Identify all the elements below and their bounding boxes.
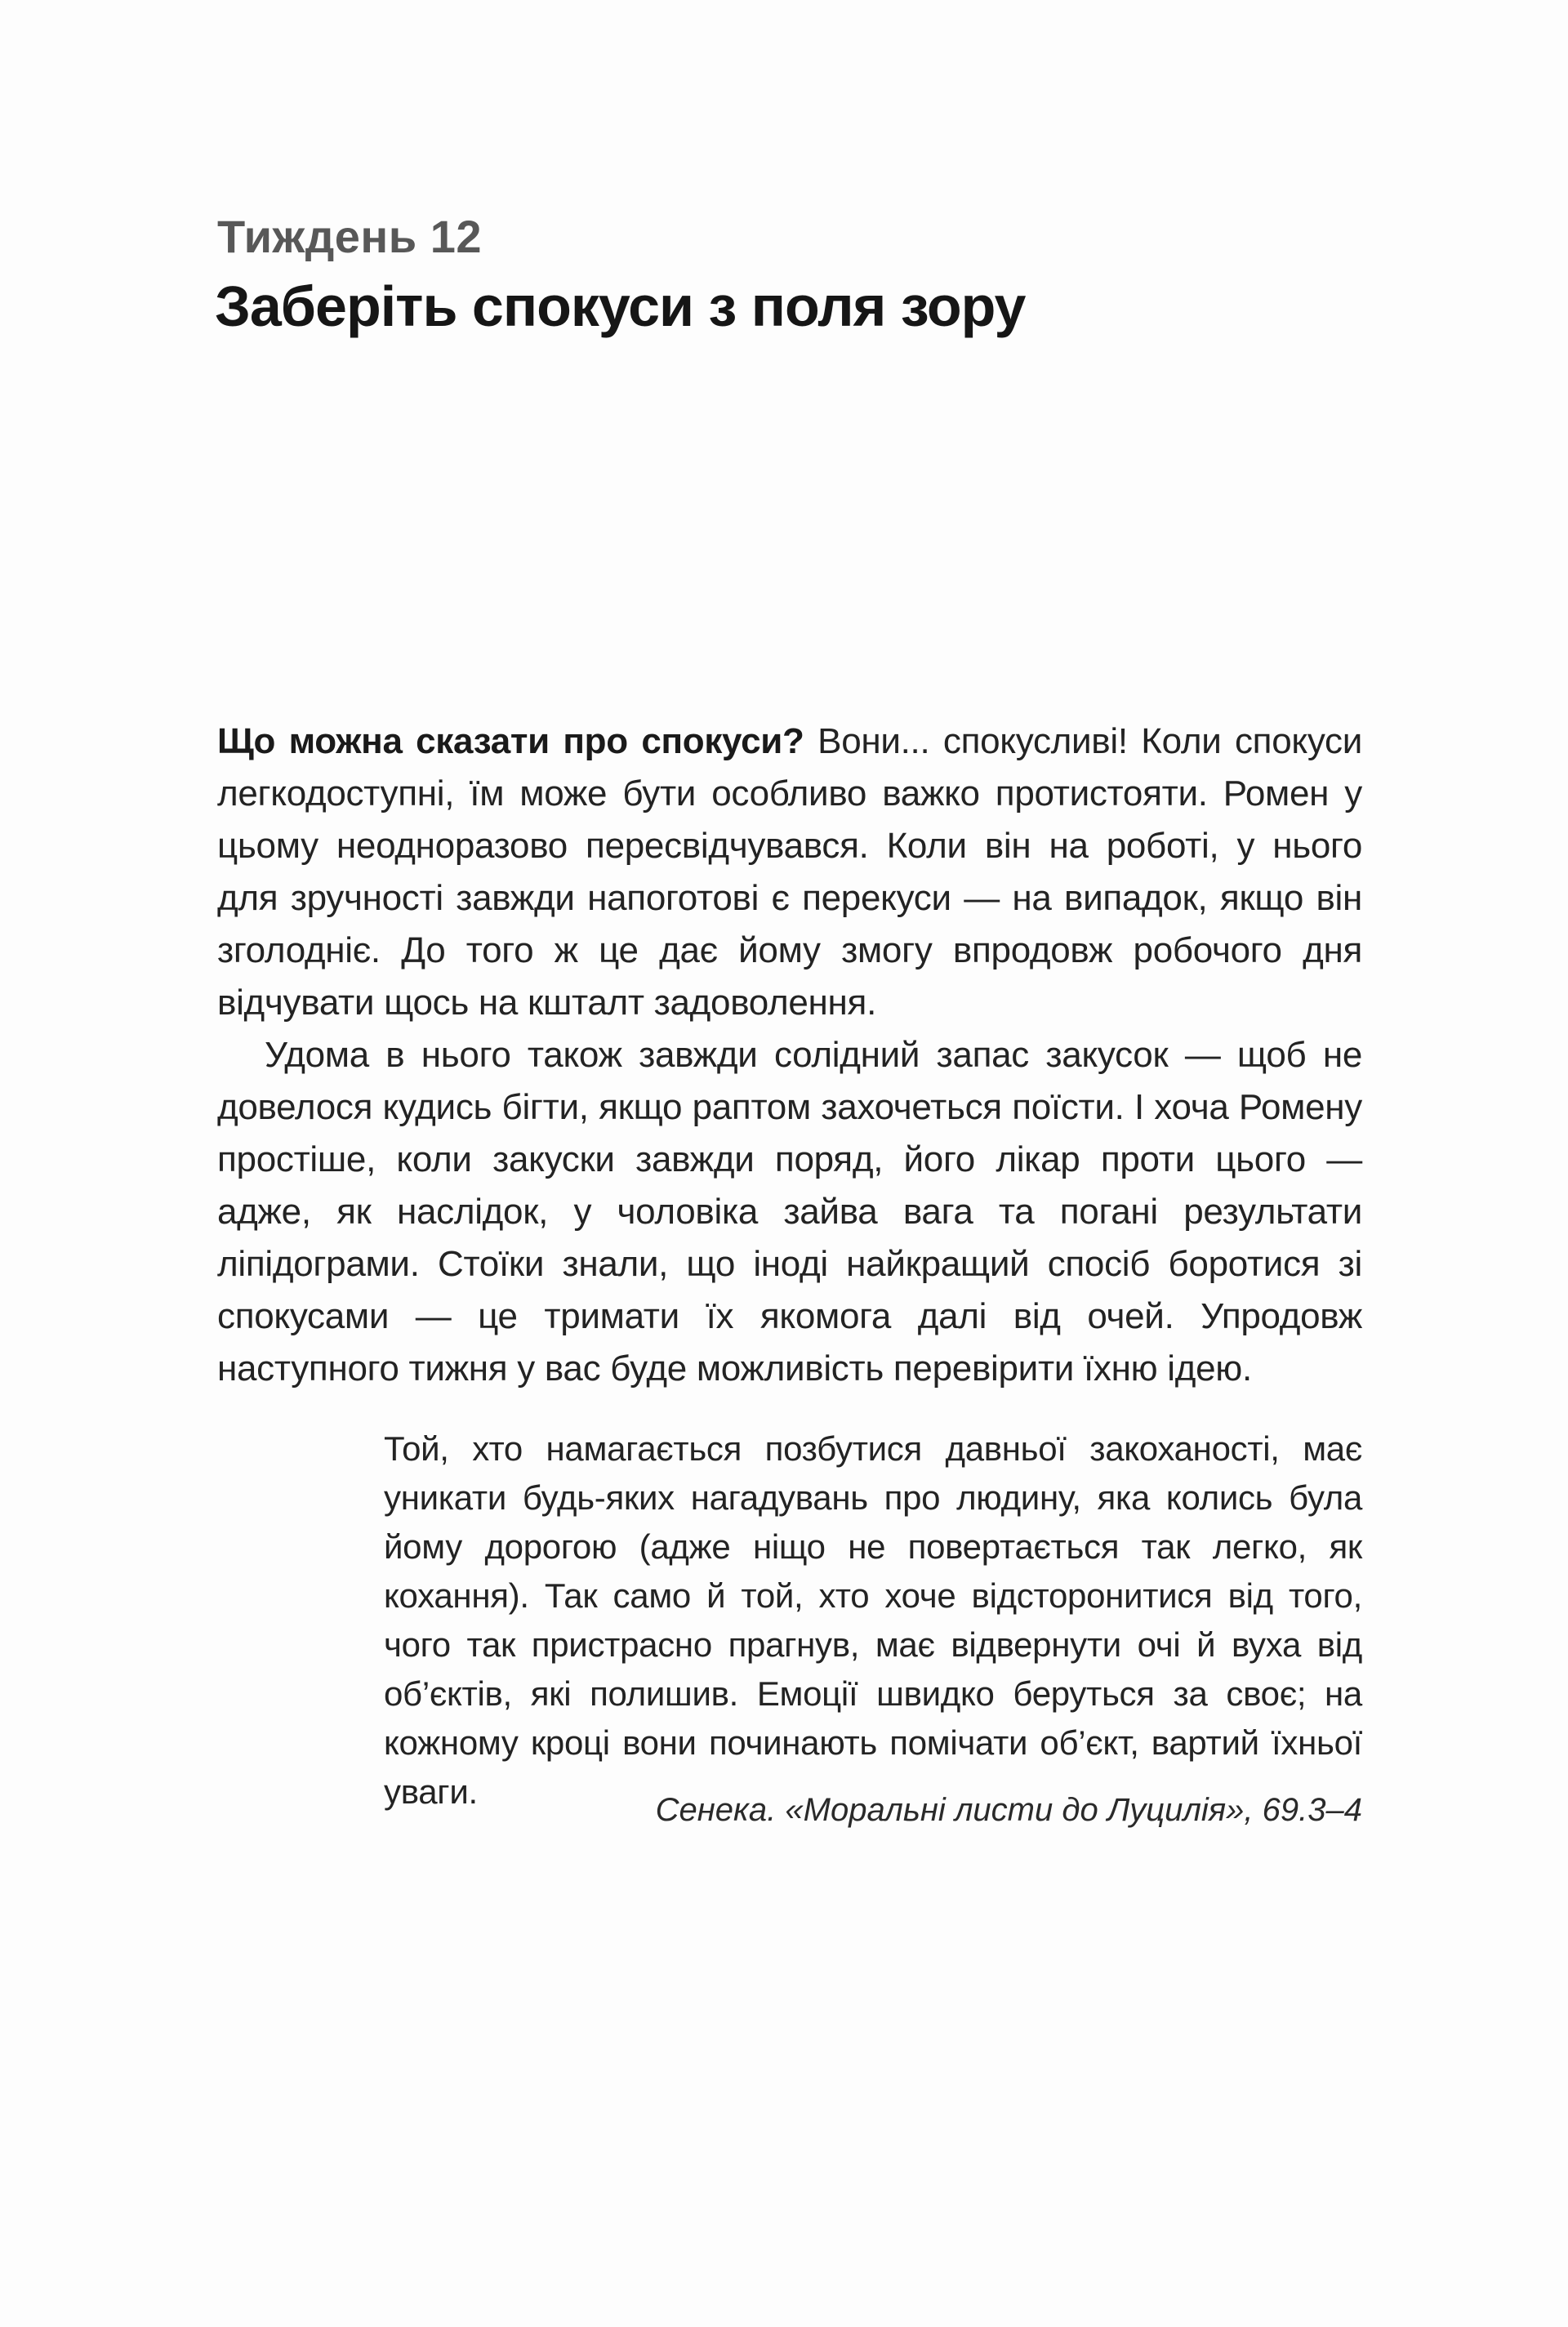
- paragraph-2: Удома в нього також завжди солідний запас закусок — щоб не довелося кудись бігти, якщо раптом захочеться поїсти. І хоча Ромену простіше, коли закуски завжди поряд, його лікар проти цього — адже, як наслідок, у чоловіка зайва вага та погані результати ліпідограми. Стоїки знали, що іноді найкращий спосіб боротися зі спокусами — це тримати їх якомога далі від очей. Упродовж наступного тижня у вас буде можливість перевірити їхню ідею.: [217, 1035, 1362, 1389]
- body-text: [217, 715, 1362, 1395]
- quote-block: Той, хто намагається позбутися давньої закоханості, має уникати будь-яких нагадувань про людину, яка колись була йому дорогою (адже ніщо не повертається так легко, як кохання). Так само й той, хто хоче відсторонитися від того, чого так пристрасно прагнув, має відвернути очі й вуха від об’єктів, які полишив. Емоції швидко беруться за своє; на кожному кроці вони починають помічати об’єкт, вартий їхньої уваги.: [384, 1429, 1362, 1811]
- quote-attribution: Сенека. «Моральні листи до Луцилія», 69.3–4: [655, 1792, 1362, 1828]
- paragraph-1-text: Вони... спокусливі! Коли спокуси легкодоступні, їм може бути особливо важко протистояти. Ромен у цьому неодноразово пересвідчувався. Коли він на роботі, у нього для зручності завжди напоготові є перекуси — на випадок, якщо він зголодніє. До того ж це дає йому змогу впродовж робочого дня відчувати щось на кшталт задоволення.: [217, 721, 1362, 1023]
- paragraph-1-bold-lead: Що можна сказати про спокуси?: [217, 721, 804, 761]
- chapter-title: Заберіть спокуси з поля зору: [215, 274, 1026, 338]
- chapter-kicker: Тиждень 12: [217, 211, 482, 262]
- paragraph-1: [217, 715, 1362, 1029]
